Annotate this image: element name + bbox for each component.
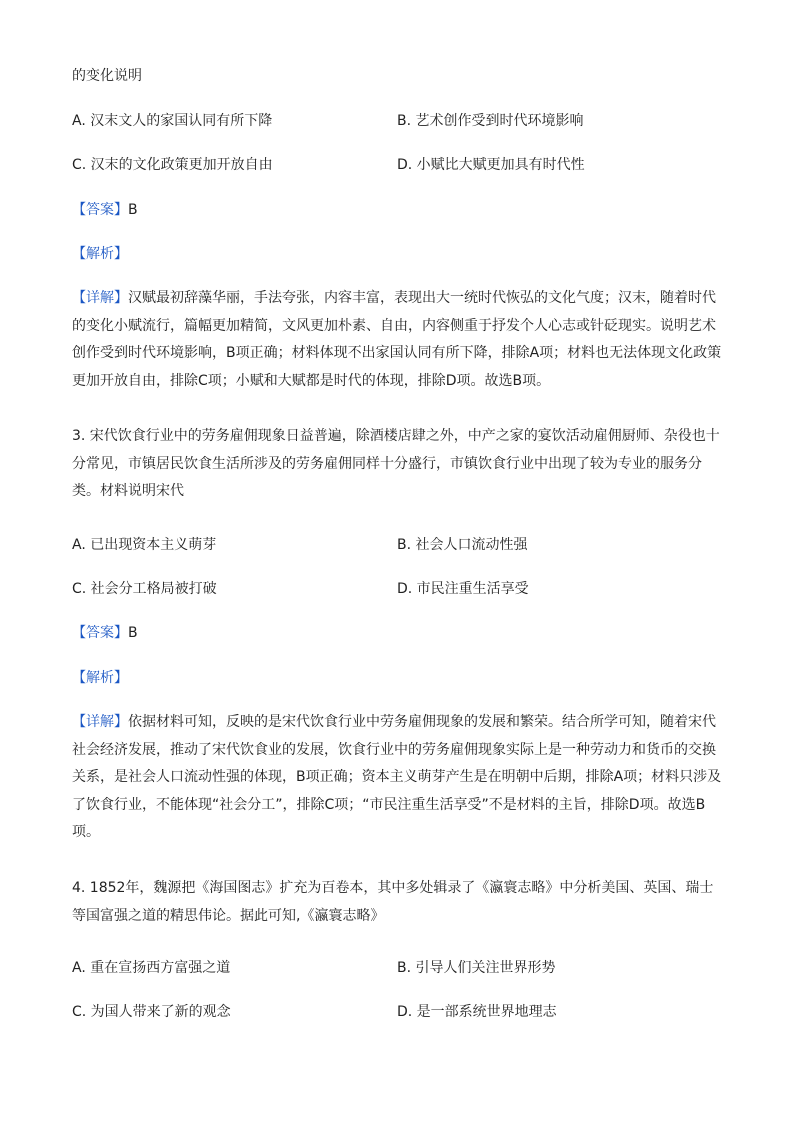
q2-option-c: C. 汉末的文化政策更加开放自由 [72, 157, 273, 173]
q3-detail-text: 依据材料可知，反映的是宋代饮食行业中劳务雇佣现象的发展和繁荣。结合所学可知，随着宋代社会经济发展，推动了宋代饮食业的发展，饮食行业中的劳务雇佣现象实际上是一种劳动力和货币的交换关系，是社会人口流动性强的体现，B项正确；资本主义萌芽产生是在明朝中后期，排除A项；材料只涉及了饮食行业，不能体现“社会分工”，排除C项；“市民注重生活享受”不是材料的主旨，排除D项。故选B项。 [72, 714, 722, 841]
q3-option-b: B. 社会人口流动性强 [397, 537, 528, 553]
q2-option-b: B. 艺术创作受到时代环境影响 [397, 113, 584, 129]
q3-analysis-tag: 【解析】 [72, 670, 128, 686]
q2-option-d: D. 小赋比大赋更加具有时代性 [397, 157, 585, 173]
q3-option-a: A. 已出现资本主义萌芽 [72, 537, 217, 553]
q2-option-a: A. 汉末文人的家国认同有所下降 [72, 113, 273, 129]
q2-detail-tag: 【详解】 [72, 290, 128, 306]
q2-answer-line [72, 200, 138, 220]
q3-option-c: C. 社会分工格局被打破 [72, 581, 217, 597]
q3-option-d: D. 市民注重生活享受 [397, 581, 529, 597]
q4-option-b: B. 引导人们关注世界形势 [397, 960, 556, 976]
q2-detail-paragraph [72, 285, 724, 395]
question-4-stem: 4. 1852年，魏源把《海国图志》扩充为百卷本，其中多处辑录了《瀛寰志略》中分析美国、英国、瑞士等国富强之道的精思伟论。据此可知,《瀛寰志略》 [72, 880, 714, 924]
q2-answer-value: B [128, 202, 138, 218]
q4-option-d: D. 是一部系统世界地理志 [397, 1004, 557, 1020]
q2-detail-text: 汉赋最初辞藻华丽，手法夸张，内容丰富，表现出大一统时代恢弘的文化气度；汉末，随着时代的变化小赋流行，篇幅更加精简，文风更加朴素、自由，内容侧重于抒发个人心志或针砭现实。说明艺术创作受到时代环境影响，B项正确；材料体现不出家国认同有所下降，排除A项；材料也无法体现文化政策更加开放自由，排除C项；小赋和大赋都是时代的体现，排除D项。故选B项。 [72, 290, 722, 389]
q3-detail-tag: 【详解】 [72, 714, 128, 730]
q3-answer-value: B [128, 625, 138, 641]
q3-answer-tag: 【答案】 [72, 625, 128, 641]
q3-answer-line [72, 623, 138, 643]
q2-analysis-label [72, 244, 128, 264]
q3-analysis-label [72, 668, 128, 688]
question-3-stem: 3. 宋代饮食行业中的劳务雇佣现象日益普遍，除酒楼店肆之外，中产之家的宴饮活动雇佣厨师、杂役也十分常见，市镇居民饮食生活所涉及的劳务雇佣同样十分盛行，市镇饮食行业中出现了较为专业的服务分类。材料说明宋代 [72, 428, 720, 500]
q2-analysis-tag: 【解析】 [72, 246, 128, 262]
q4-option-a: A. 重在宣扬西方富强之道 [72, 960, 231, 976]
q3-detail-paragraph [72, 709, 724, 847]
q4-option-c: C. 为国人带来了新的观念 [72, 1004, 231, 1020]
question-2-stem-tail: 的变化说明 [72, 68, 142, 84]
q2-answer-tag: 【答案】 [72, 202, 128, 218]
